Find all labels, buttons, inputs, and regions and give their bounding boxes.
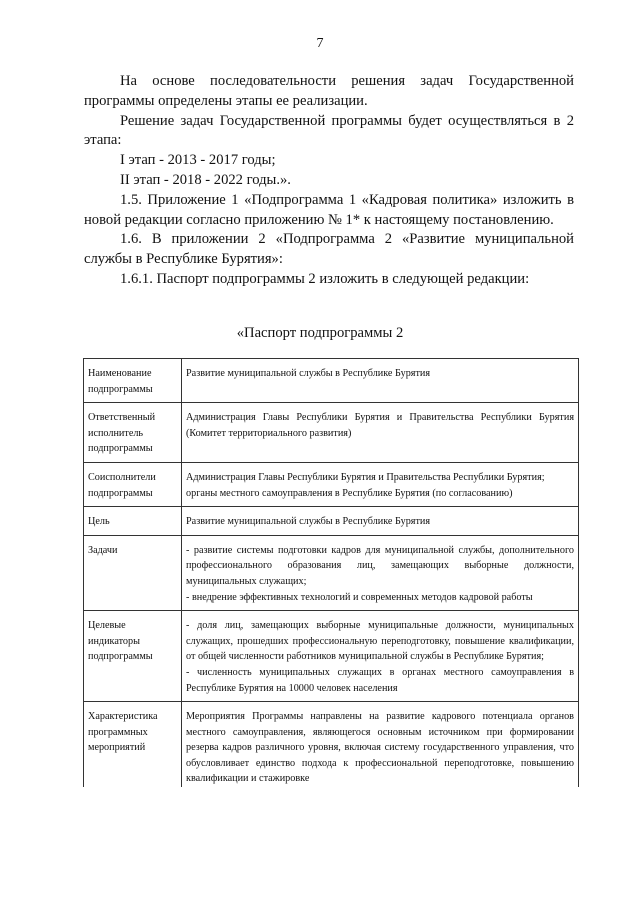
paragraph: 1.6. В приложении 2 «Подпрограмма 2 «Развитие муниципальной службы в Республике Бурятия»: xyxy=(84,231,574,268)
passport-table xyxy=(83,358,579,787)
row-value-line: - численность муниципальных служащих в органах местного самоуправления в Республике Бурятия на 10000 человек населения xyxy=(186,666,574,694)
row-value xyxy=(182,359,579,403)
table-row xyxy=(84,702,579,787)
paragraph: II этап - 2018 - 2022 годы.». xyxy=(120,171,291,188)
row-value-line: Мероприятия Программы направлены на развитие кадрового потенциала органов местного самоуправления, являющегося основным источником при формировании резерва кадров различного уровня, включая систему государственного управления, что обусловливает единство подхода к профессиональной переподготовке, повышению квалификации и стажировке xyxy=(186,711,574,785)
row-value-line: - доля лиц, замещающих выборные муниципальные должности, муниципальных служащих, прошедших профессиональную переподготовку, повышение квалификации, от общей численности работников муниципальной службы в Республике Бурятия; xyxy=(186,620,574,663)
row-value-line: Администрация Главы Республики Бурятия и Правительства Республики Бурятия; xyxy=(186,471,545,483)
paragraph: 1.5. Приложение 1 «Подпрограмма 1 «Кадровая политика» изложить в новой редакции согласно приложению № 1* к настоящему постановлению. xyxy=(84,191,574,228)
table-row xyxy=(84,403,579,463)
row-label: Целевые индикаторы подпрограммы xyxy=(84,611,182,702)
table-row xyxy=(84,462,579,506)
row-value-line: Развитие муниципальной службы в Республике Бурятия xyxy=(186,368,431,379)
row-value-line: Администрация Главы Республики Бурятия и Правительства Республики Бурятия (Комитет территориального развития) xyxy=(186,412,574,439)
row-label: Наименование подпрограммы xyxy=(84,359,182,403)
page-number: 7 xyxy=(316,36,324,51)
row-value xyxy=(182,535,579,610)
paragraph: I этап - 2013 - 2017 годы; xyxy=(120,152,276,169)
row-label: Задачи xyxy=(84,535,182,610)
row-value xyxy=(182,702,579,787)
row-label: Характеристика программных мероприятий xyxy=(84,702,182,787)
row-label: Ответственный исполнитель подпрограммы xyxy=(84,403,182,463)
row-value xyxy=(182,462,579,506)
row-label: Цель xyxy=(84,507,182,536)
row-value-line: - развитие системы подготовки кадров для муниципальной службы, дополнительного профессионального образования лиц, замещающих выборные должности, муниципальных служащих; xyxy=(186,544,574,587)
paragraph: 1.6.1. Паспорт подпрограммы 2 изложить в следующей редакции: xyxy=(120,270,530,287)
passport-title: «Паспорт подпрограммы 2 xyxy=(236,325,404,341)
row-value-line: органы местного самоуправления в Республике Бурятия (по согласованию) xyxy=(186,487,513,499)
paragraph: Решение задач Государственной программы будет осуществляться в 2 этапа: xyxy=(84,112,574,149)
table-row xyxy=(84,535,579,610)
row-value xyxy=(182,507,579,536)
table-row xyxy=(84,359,579,403)
row-value xyxy=(182,611,579,702)
body-text xyxy=(84,72,574,290)
table-row xyxy=(84,611,579,702)
table-row xyxy=(84,507,579,536)
row-value-line: Развитие муниципальной службы в Республике Бурятия xyxy=(186,516,431,528)
row-value xyxy=(182,403,579,463)
paragraph: На основе последовательности решения задач Государственной программы определены этапы ее реализации. xyxy=(84,73,574,109)
row-value-line: - внедрение эффективных технологий и современных методов кадровой работы xyxy=(186,591,533,603)
row-label: Соисполнители подпрограммы xyxy=(84,462,182,506)
